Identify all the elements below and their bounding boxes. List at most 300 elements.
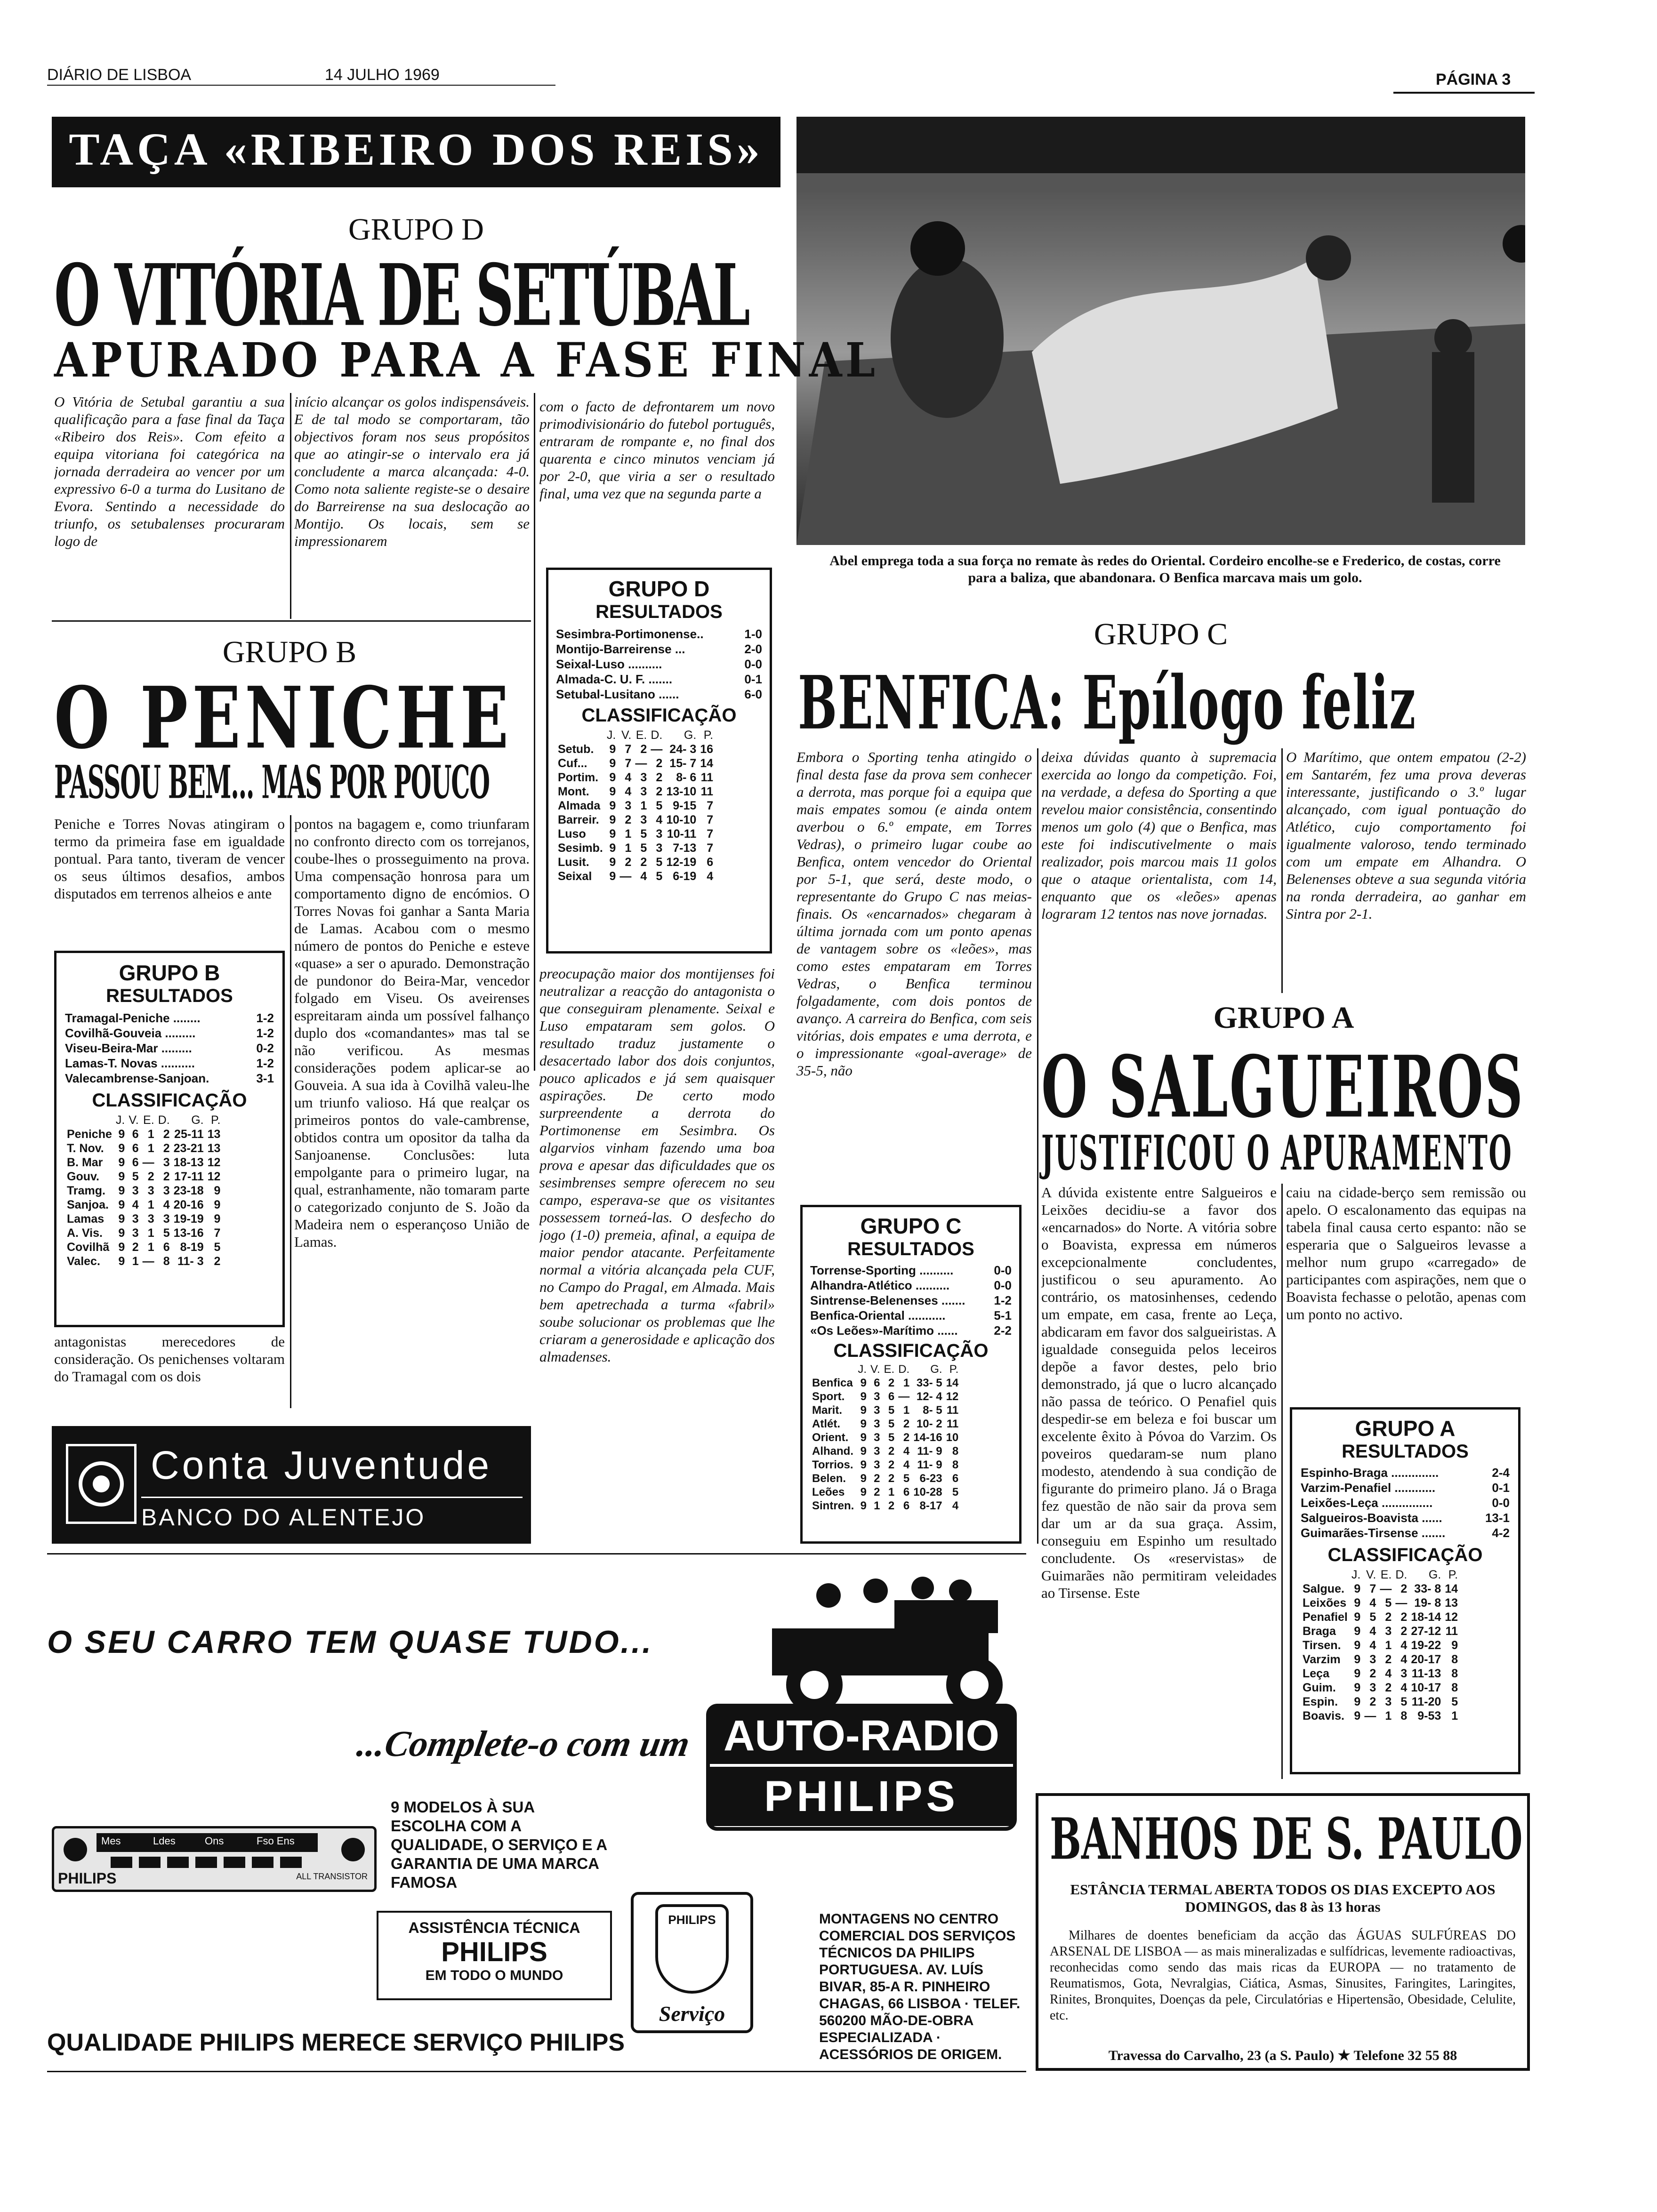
- table-cell: 9: [609, 870, 616, 883]
- table-cell: 4: [132, 1198, 139, 1211]
- table-cell: 6: [903, 1486, 910, 1499]
- table-cell: 2: [1385, 1611, 1392, 1624]
- box-subtitle: RESULTADOS: [847, 1239, 974, 1259]
- table-cell: 9: [860, 1377, 867, 1389]
- ad-top-rule: [47, 1553, 1026, 1555]
- table-cell: 2: [888, 1499, 895, 1512]
- result-row: [65, 1056, 274, 1071]
- box-subtitle: CLASSIFICAÇÃO: [92, 1090, 247, 1111]
- table-cell: 5: [640, 842, 647, 855]
- match-name: Torrense-Sporting ..........: [810, 1263, 954, 1277]
- table-cell: 7: [625, 757, 632, 770]
- table-cell: 3: [640, 813, 647, 826]
- table-cell: 1: [147, 1142, 154, 1155]
- ad-bottom-rule: [47, 2071, 1026, 2072]
- column-header: P.: [1448, 1568, 1458, 1581]
- table-cell: 14: [946, 1377, 959, 1389]
- team-name: Mont.: [558, 785, 589, 798]
- result-row: [65, 1071, 274, 1086]
- table-cell: 4: [656, 813, 663, 826]
- table-cell: —: [651, 743, 663, 756]
- table-cell: 7: [707, 842, 714, 855]
- table-cell: 19-22: [1411, 1639, 1441, 1652]
- match-score: 2-0: [744, 642, 762, 656]
- header-rule: [47, 85, 555, 86]
- table-row: [810, 1472, 960, 1485]
- table-row: [65, 1212, 222, 1226]
- ad-rule: [141, 1497, 523, 1498]
- divider: [534, 393, 535, 1071]
- table-cell: 19- 8: [1414, 1596, 1441, 1610]
- radio-band: Mes: [101, 1835, 121, 1847]
- table-cell: 2: [656, 757, 663, 770]
- grupo-c-label: GRUPO C: [1094, 617, 1228, 651]
- team-name: Orient.: [812, 1431, 849, 1444]
- table-cell: 7: [625, 743, 632, 756]
- radio-knob-right: [341, 1838, 365, 1861]
- grupo-b-col2: pontos na bagagem e, como triunfaram no confronto directo com os torrejanos, coube-lhes o prosseguimento na prova. Uma compensação honrosa para um comportamento digno de encómios. O Torres Novas foi ganhar a Santa Maria de Lamas. Acabou com o mesmo número de pontos do Peniche e esteve «quase» a ser o apurado. Demonstração de pundonor do Beira-Mar, vencedor folgado em Viseu. Os aveirenses espreitaram ainda um possível falhanço duplo dos «comandantes» mas tal se não verificou. As mesmas considerações podem aplicar-se ao Gouveia. A sua ida à Covilhã valeu-lhe um triunfo valioso. Há que realçar os primeiros pontos do vale-cambrense, obtidos contra um opositor da talha da Sanjoanense. Conclusões: luta empolgante para o primeiro lugar, na qual, estranhamente, não tomaram parte o categorizado conjunto de S. João da Madeira nem o esperançoso União de Lamas.: [294, 816, 530, 1250]
- table-cell: 3: [656, 827, 663, 841]
- divider: [1281, 748, 1283, 993]
- team-name: Sintren.: [812, 1499, 854, 1512]
- table-cell: 2: [640, 743, 647, 756]
- box-subtitle: RESULTADOS: [1342, 1441, 1469, 1462]
- table-cell: 9: [214, 1184, 221, 1197]
- table-header: [810, 1362, 960, 1376]
- match-name: Viseu-Beira-Mar .........: [65, 1041, 192, 1055]
- team-name: Peniche: [67, 1128, 112, 1141]
- table-cell: 10: [946, 1431, 959, 1444]
- radio-tag: ALL TRANSISTOR: [296, 1872, 368, 1881]
- grupo-d-col2: início alcançar os golos indispensáveis. E de tal modo se comportaram, tão objectivos foram nos seus propósitos que ao atingir-se o intervalo era já concludente a marca alcançada: 4-0. Como nota saliente registe-se o desaire do Barreirense na sua deslocação ao Montijo. Os locais, sem se impressionarem: [294, 393, 530, 549]
- table-cell: 9: [609, 785, 616, 798]
- table-row: [556, 742, 715, 756]
- grupo-d-label: GRUPO D: [348, 212, 484, 247]
- table-cell: 20-17: [1411, 1653, 1441, 1666]
- table-cell: 33- 8: [1414, 1582, 1441, 1595]
- table-cell: 12: [1445, 1611, 1458, 1624]
- philips-montagens: MONTAGENS NO CENTRO COMERCIAL DOS SERVIÇOS TÉCNICOS DA PHILIPS PORTUGUESA. AV. LUÍS BIVAR, 85-A R. PINHEIRO CHAGAS, 66 LISBOA · TELEF. 560200 MÃO-DE-OBRA ESPECIALIZADA · ACESSÓRIOS DE ORIGEM.: [819, 1911, 1021, 2062]
- team-name: Barreir.: [558, 813, 599, 826]
- table-cell: 9: [118, 1184, 125, 1197]
- table-cell: 2: [163, 1142, 170, 1155]
- grupo-a-box: [1290, 1407, 1520, 1774]
- table-cell: 5: [1369, 1611, 1376, 1624]
- divider: [1037, 748, 1038, 1017]
- table-cell: 3: [163, 1184, 170, 1197]
- team-name: Espin.: [1303, 1695, 1338, 1708]
- match-score: 6-0: [744, 687, 762, 701]
- column-header: D.: [158, 1114, 170, 1127]
- table-row: [810, 1444, 960, 1458]
- table-cell: 9: [118, 1212, 125, 1226]
- table-cell: 9: [118, 1226, 125, 1240]
- match-score: 2-2: [994, 1323, 1012, 1338]
- table-cell: —: [898, 1390, 910, 1403]
- table-row: [556, 770, 715, 785]
- table-row: [65, 1155, 222, 1170]
- result-row: [65, 1026, 274, 1041]
- match-name: Sintrense-Belenenses .......: [810, 1293, 965, 1307]
- table-row: [810, 1403, 960, 1417]
- table-row: [1301, 1709, 1460, 1723]
- column-header: D.: [1395, 1568, 1408, 1581]
- match-name: Guimarães-Tirsense .......: [1301, 1526, 1446, 1540]
- table-cell: 9: [118, 1170, 125, 1183]
- table-cell: 1: [1451, 1709, 1458, 1723]
- table-cell: 4: [640, 870, 647, 883]
- table-cell: 9: [1354, 1653, 1361, 1666]
- box-subtitle: CLASSIFICAÇÃO: [581, 705, 737, 726]
- table-cell: 4: [903, 1459, 910, 1471]
- table-cell: 4: [952, 1499, 959, 1512]
- table-cell: 25-11: [174, 1128, 204, 1141]
- philips-footer: QUALIDADE PHILIPS MERECE SERVIÇO PHILIPS: [47, 2029, 625, 2056]
- match-name: Lamas-T. Novas ..........: [65, 1056, 195, 1070]
- team-name: Seixal: [558, 870, 592, 883]
- table-cell: 13: [207, 1128, 221, 1141]
- table-row: [65, 1127, 222, 1141]
- column-header: E.: [143, 1114, 154, 1127]
- match-name: Benfica-Oriental ...........: [810, 1308, 946, 1322]
- table-cell: 2: [1385, 1653, 1392, 1666]
- philips-shield-icon: [655, 1904, 729, 1994]
- grupo-a-subheadline: JUSTIFICOU O APURAMENTO: [1041, 1125, 1513, 1181]
- table-cell: 5: [903, 1472, 910, 1485]
- team-name: T. Nov.: [67, 1142, 104, 1155]
- result-row: [556, 641, 762, 657]
- banhos-body: Milhares de doentes beneficiam da acção das ÁGUAS SULFÚREAS DO ARSENAL DE LISBOA — as mais mineralizadas e sulfídricas, levemente radioactivas, reconhecidas como sendo das mais ricas da EUROPA — no tratamento de Reumatismos, Gota, Nevralgias, Ciática, Asmas, Sinusites, Faringites, Laringites, Rinites, Bronquites, Doenças da pele, Circulatórias e Hipertensão, Obesidade, Celulite, etc.: [1050, 1928, 1516, 2023]
- header-date: 14 JULHO 1969: [325, 66, 440, 84]
- table-cell: 4: [1369, 1596, 1376, 1610]
- table-cell: 4: [1400, 1639, 1408, 1652]
- table-cell: —: [1395, 1596, 1408, 1610]
- conta-juventude-title: Conta Juventude: [151, 1443, 492, 1487]
- result-row: [1301, 1510, 1510, 1525]
- team-name: Varzim: [1303, 1653, 1341, 1666]
- divider: [290, 815, 291, 1408]
- table-cell: 9: [860, 1390, 867, 1403]
- table-cell: 11: [946, 1404, 959, 1417]
- table-cell: 3: [1385, 1625, 1392, 1638]
- table-cell: 12-19: [666, 856, 697, 869]
- divider: [290, 393, 291, 619]
- grupo-d-col-after: preocupação maior dos montijenses foi neutralizar a reacção do antagonista o que conseguiram plenamente. Seixal e Luso empataram sem golos. O resultado traduz justamente o desacertado labor dos dois conjuntos, pouco aplicados e já sem quaisquer aspirações. De certo modo surpreendente a derrota do Portimonense em Sesimbra. Os algarvios vinham fazendo uma boa prova e apesar das dificuldades que os sesimbrenses sempre oferecem no seu campo, esperava-se que os visitantes possessem torneá-las. O desfecho do jogo (1-0) premeia, afinal, a equipa de maior pendor atacante. Perfeitamente normal a vitória alcançada pela CUF, no Campo do Pragal, em Almada. Mais bem apetrechada a turma «fabril» soube solucionar os problemas que lhe criaram a generosidade e aplicação dos almadenses.: [539, 965, 775, 1365]
- philips-brand: PHILIPS: [710, 1764, 1013, 1826]
- table-cell: 2: [903, 1418, 910, 1430]
- team-name: Leça: [1303, 1667, 1329, 1680]
- table-cell: 8- 6: [676, 771, 697, 784]
- team-name: Sesimb.: [558, 842, 603, 855]
- table-cell: 5: [1385, 1596, 1392, 1610]
- table-cell: 5: [888, 1418, 895, 1430]
- badge-brand: PHILIPS: [668, 1913, 716, 1927]
- match-name: Espinho-Braga ..............: [1301, 1466, 1439, 1480]
- table-cell: —: [142, 1255, 154, 1268]
- results-list: [1301, 1465, 1510, 1540]
- result-row: [65, 1010, 274, 1026]
- box-subtitle: RESULTADOS: [595, 601, 723, 622]
- column-header: V.: [621, 729, 632, 742]
- header-paper: DIÁRIO DE LISBOA: [47, 66, 192, 84]
- table-cell: 2: [132, 1241, 139, 1254]
- table-cell: 9: [860, 1431, 867, 1444]
- table-cell: 13: [1445, 1596, 1458, 1610]
- table-cell: 16: [700, 743, 714, 756]
- column-header: J.: [606, 729, 616, 742]
- table-cell: 11- 9: [917, 1459, 942, 1471]
- team-name: Sport.: [812, 1390, 845, 1403]
- table-header: [65, 1113, 222, 1127]
- table-row: [65, 1141, 222, 1155]
- table-cell: 9: [214, 1198, 221, 1211]
- table-cell: 7: [214, 1226, 221, 1240]
- bank-name: BANCO DO ALENTEJO: [141, 1504, 426, 1531]
- table-cell: 6: [874, 1377, 880, 1389]
- table-row: [65, 1184, 222, 1198]
- match-score: 1-0: [744, 627, 762, 641]
- match-score: 0-1: [744, 672, 762, 686]
- box-title: GRUPO A: [1355, 1416, 1456, 1441]
- result-row: [556, 687, 762, 702]
- table-cell: 9: [1354, 1681, 1361, 1694]
- table-cell: 6: [132, 1142, 139, 1155]
- radio-knob-left: [64, 1838, 87, 1861]
- table-cell: 11- 3: [177, 1255, 204, 1268]
- table-row: [810, 1376, 960, 1390]
- table-cell: 9: [860, 1472, 867, 1485]
- table-cell: 2: [640, 856, 647, 869]
- standings-table: [556, 728, 715, 883]
- table-cell: 2: [874, 1472, 880, 1485]
- match-name: Seixal-Luso ..........: [556, 657, 662, 671]
- table-cell: 9: [860, 1486, 867, 1499]
- team-name: Alhand.: [812, 1445, 853, 1458]
- table-cell: 9: [609, 827, 616, 841]
- table-cell: —: [1364, 1709, 1376, 1723]
- table-cell: 3: [874, 1459, 880, 1471]
- table-cell: 3: [1400, 1667, 1408, 1680]
- table-cell: 8: [1451, 1653, 1458, 1666]
- table-cell: 11: [1445, 1625, 1458, 1638]
- section-rule: [52, 620, 531, 622]
- table-header: [1301, 1568, 1460, 1582]
- table-row: [65, 1198, 222, 1212]
- match-score: 1-2: [256, 1011, 274, 1025]
- table-cell: 1: [147, 1241, 154, 1254]
- table-cell: 13: [207, 1142, 221, 1155]
- box-subtitle: CLASSIFICAÇÃO: [833, 1340, 989, 1361]
- table-cell: 10-17: [1411, 1681, 1441, 1694]
- table-cell: 10-28: [913, 1486, 942, 1499]
- grupo-d-headline: O VITÓRIA DE SETÚBAL: [54, 246, 748, 345]
- column-header: G.: [930, 1363, 942, 1376]
- table-cell: 9: [1354, 1582, 1361, 1595]
- table-row: [65, 1254, 222, 1268]
- table-cell: 9: [1354, 1695, 1361, 1708]
- assist-brand: PHILIPS: [441, 1937, 547, 1967]
- column-header: V.: [1366, 1568, 1376, 1581]
- table-header: [556, 728, 715, 742]
- column-header: G.: [684, 729, 697, 742]
- match-name: Covilhã-Gouveia .........: [65, 1026, 196, 1040]
- table-cell: 9: [118, 1142, 125, 1155]
- table-cell: —: [635, 757, 647, 770]
- team-name: Torrios.: [812, 1459, 853, 1471]
- result-row: [1301, 1465, 1510, 1480]
- table-cell: 2: [1400, 1582, 1408, 1595]
- table-row: [556, 756, 715, 770]
- table-cell: 2: [888, 1459, 895, 1471]
- table-cell: 9: [860, 1404, 867, 1417]
- table-cell: 9: [609, 757, 616, 770]
- grupo-d-col1: O Vitória de Setubal garantiu a sua qualificação para a fase final da Taça «Ribeiro dos Reis». Com efeito a equipa vitoriana foi categórica na jornada derradeira ao vencer por um expressivo 6-0 a turma do Lusitano de Evora. Sentindo a necessidade do triunfo, os setubalenses procuraram logo de: [54, 393, 285, 549]
- team-name: Lamas: [67, 1212, 105, 1226]
- grupo-a-headline: O SALGUEIROS: [1041, 1037, 1525, 1137]
- table-cell: 5: [1451, 1695, 1458, 1708]
- column-header: G.: [191, 1114, 204, 1127]
- table-cell: 2: [656, 785, 663, 798]
- grupo-c-box: [800, 1205, 1022, 1544]
- table-row: [556, 785, 715, 799]
- radio-band: Ons: [205, 1835, 224, 1847]
- table-cell: 12: [207, 1170, 221, 1183]
- team-name: B. Mar: [67, 1156, 103, 1169]
- result-row: [1301, 1525, 1510, 1540]
- team-name: Tirsen.: [1303, 1639, 1341, 1652]
- table-cell: 11: [700, 785, 714, 798]
- table-cell: 3: [874, 1404, 880, 1417]
- table-cell: 1: [132, 1255, 139, 1268]
- team-name: A. Vis.: [67, 1226, 103, 1240]
- table-cell: 3: [874, 1431, 880, 1444]
- vintage-car: [753, 1577, 1036, 1718]
- results-list: [556, 626, 762, 702]
- match-score: 13-1: [1485, 1511, 1510, 1525]
- table-cell: 9: [860, 1499, 867, 1512]
- table-cell: —: [142, 1156, 154, 1169]
- table-cell: 1: [147, 1198, 154, 1211]
- table-cell: 3: [640, 771, 647, 784]
- grupo-a-col1: A dúvida existente entre Salgueiros e Leixões decidiu-se a favor dos «encarnados» do Norte. A vitória sobre o Boavista, expressa em números excepcionalmente concludentes, justificou o seu apuramento. Ao contrário, os matosinhenses, cedendo um empate, em casa, frente ao Leça, abdicaram em favor dos salgueiristas. A igualdade conseguida pelos leceiros depõe a favor destes, pelo brio demonstrado, já que o lucro alcançado não passa de teórico. O Penafiel quis despedir-se em beleza e foi buscar um excelente êxito à Póvoa do Varzim. Os poveiros quedaram-se num plano modesto, atendendo à sua condição de figurante do primeiro plano. Já o Braga fez questão de não sair da prova sem dar um ar da sua graça. Assim, conseguiu em Espinho um resultado concludente. Os «reservistas» de Guimarães não permitiram veleidades ao Tirsense. Este: [1041, 1184, 1277, 1601]
- philips-script: ...Complete-o com um: [354, 1723, 693, 1764]
- table-row: [556, 855, 715, 869]
- column-header: D.: [898, 1363, 910, 1376]
- table-cell: 23-18: [173, 1184, 204, 1197]
- table-cell: 2: [163, 1128, 170, 1141]
- table-cell: 2: [214, 1255, 221, 1268]
- table-cell: 14-16: [913, 1431, 942, 1444]
- team-name: Luso: [558, 827, 586, 841]
- table-cell: 9: [1354, 1625, 1361, 1638]
- table-cell: 4: [903, 1445, 910, 1458]
- divider: [1281, 1184, 1283, 1779]
- header-page: PÁGINA 3: [1436, 71, 1511, 88]
- result-row: [556, 672, 762, 687]
- grupo-c-col3: O Marítimo, que ontem empatou (2-2) em Santarém, fez uma prova deveras interessante, justificando o 3.º lugar alcançado, com igual pontuação do Atlético, cujo comportamento foi igualmente valoroso, tendo terminado com um empate em Alhandra. O Belenenses obteve a sua segunda vitória na ronda derradeira, ao ganhar em Sintra por 2-1.: [1286, 749, 1526, 922]
- table-cell: 5: [132, 1170, 139, 1183]
- table-cell: 2: [888, 1445, 895, 1458]
- team-name: Belen.: [812, 1472, 846, 1485]
- result-row: [556, 657, 762, 672]
- table-cell: 3: [1369, 1681, 1376, 1694]
- table-cell: 14: [1445, 1582, 1458, 1595]
- team-name: Covilhã: [67, 1241, 110, 1254]
- table-cell: 4: [1369, 1625, 1376, 1638]
- table-cell: 9-15: [673, 799, 697, 812]
- grupo-a-col2: caiu na cidade-berço sem remissão ou apelo. O escalonamento das equipas na tabela final causa certo espanto: não se esperaria que o Salgueiros levasse a melhor num grupo «carregado» de participantes com aspirações, nem que o Boavista fechasse o pelotão, apenas com um ponto no activo.: [1286, 1184, 1526, 1322]
- banhos-address: Travessa do Carvalho, 23 (a S. Paulo) ★ Telefone 32 55 88: [1108, 2048, 1457, 2063]
- table-cell: 7-13: [673, 842, 697, 855]
- match-score: 4-2: [1492, 1526, 1510, 1540]
- table-row: [810, 1485, 960, 1499]
- box-subtitle: RESULTADOS: [106, 986, 233, 1006]
- table-cell: 6: [888, 1390, 895, 1403]
- table-cell: 7: [707, 813, 714, 826]
- column-header: V.: [870, 1363, 880, 1376]
- table-cell: 2: [1369, 1667, 1376, 1680]
- grupo-b-col1: Peniche e Torres Novas atingiram o termo da primeira fase em igualdade pontual. Para tanto, tiveram de vencer os seus últimos desafios, ambos disputados em terrenos alheios e ante: [54, 816, 285, 902]
- table-cell: 2: [1369, 1695, 1376, 1708]
- table-cell: 8: [163, 1255, 170, 1268]
- table-row: [556, 799, 715, 813]
- table-cell: 3: [163, 1212, 170, 1226]
- table-cell: 5: [656, 856, 663, 869]
- table-cell: 3: [625, 799, 632, 812]
- table-cell: 2: [625, 813, 632, 826]
- column-header: D.: [651, 729, 663, 742]
- result-row: [810, 1263, 1012, 1278]
- table-row: [1301, 1610, 1460, 1624]
- team-name: Benfica: [812, 1377, 853, 1389]
- standings-table: [65, 1113, 222, 1268]
- table-cell: 4: [1385, 1667, 1392, 1680]
- team-name: Braga: [1303, 1625, 1336, 1638]
- table-cell: —: [1380, 1582, 1392, 1595]
- table-cell: 8: [1451, 1681, 1458, 1694]
- box-title: GRUPO B: [119, 961, 220, 985]
- grupo-d-subheadline: APURADO PARA A FASE FINAL: [54, 332, 879, 388]
- table-cell: 1: [625, 827, 632, 841]
- table-cell: 9: [860, 1445, 867, 1458]
- table-cell: 11-13: [1411, 1667, 1441, 1680]
- table-cell: 8: [1451, 1667, 1458, 1680]
- table-cell: 4: [1369, 1639, 1376, 1652]
- table-row: [1301, 1652, 1460, 1667]
- table-row: [556, 869, 715, 883]
- match-name: Setubal-Lusitano ......: [556, 687, 679, 701]
- table-cell: 2: [625, 856, 632, 869]
- table-row: [556, 813, 715, 827]
- table-cell: 7: [707, 799, 714, 812]
- grupo-d-box: [546, 568, 772, 954]
- table-cell: 9-53: [1417, 1709, 1441, 1723]
- grupo-b-subheadline: PASSOU BEM... MAS POR POUCO: [54, 755, 490, 809]
- column-header: P.: [703, 729, 714, 742]
- box-title: GRUPO C: [860, 1214, 962, 1238]
- header-rule-right: [1393, 92, 1535, 94]
- team-name: Almada: [558, 799, 601, 812]
- banner-text: TAÇA «RIBEIRO DOS REIS»: [69, 124, 764, 175]
- table-cell: 4: [707, 870, 714, 883]
- table-cell: 3: [640, 785, 647, 798]
- table-cell: 3: [163, 1156, 170, 1169]
- result-row: [810, 1323, 1012, 1338]
- results-list: [810, 1263, 1012, 1338]
- table-cell: 18-14: [1411, 1611, 1441, 1624]
- standings-table: [1301, 1568, 1460, 1723]
- bank-logo: [66, 1444, 137, 1524]
